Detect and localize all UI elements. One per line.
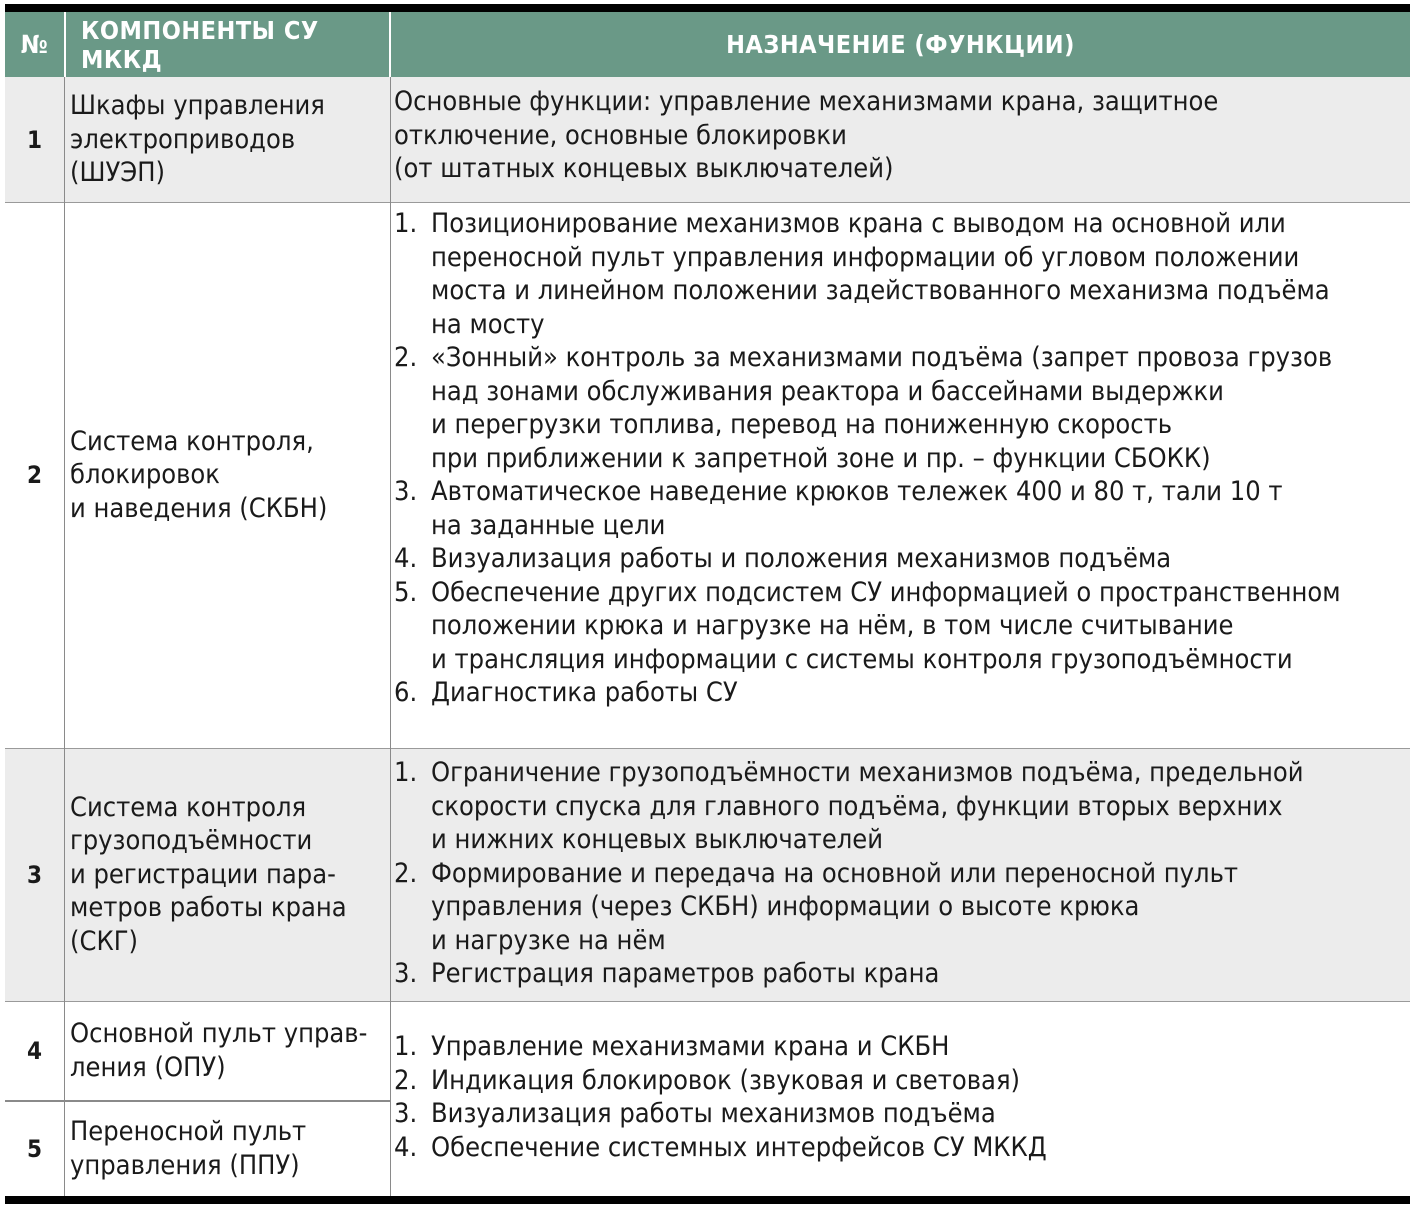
list-item: 4. Обеспечение системных интерфейсов СУ МККД — [394, 1131, 1047, 1163]
row-3-function — [394, 756, 1406, 991]
header-column-divider — [389, 12, 391, 77]
row-45-function — [394, 1030, 1406, 1164]
row-2-num: 2 — [26, 461, 43, 489]
list-item: 2. Индикация блокировок (звуковая и световая) — [394, 1064, 1021, 1096]
list-item: 1. Позиционирование механизмов крана с выводом на основной или переносной пульт управления информации об угловом положении моста и линейном положении задействованного механизма подъёма на мосту — [394, 208, 1330, 340]
list-item: 4. Визуализация работы и положения механизмов подъёма — [394, 543, 1172, 574]
components-table — [5, 4, 1410, 1204]
table-top-rule — [5, 4, 1410, 12]
header-function: НАЗНАЧЕНИЕ (ФУНКЦИИ) — [726, 30, 1075, 59]
header-num-cell — [5, 12, 64, 77]
header-component-cell — [66, 12, 389, 77]
table-bottom-rule — [5, 1196, 1410, 1204]
list-item: 1. Управление механизмами крана и СКБН — [394, 1031, 950, 1062]
list-item: 2. «Зонный» контроль за механизмами подъёма (запрет провоза грузов над зонами обслуживания реактора и бассейнами выдержки и перегрузки топлива, перевод на пониженную скорость при приближении к запретной зоне и пр. – функции СБОКК) — [394, 342, 1333, 474]
row-4-num: 4 — [26, 1036, 43, 1065]
list-item: 2. Формирование и передача на основной или переносной пульт управления (через СКБН) информации о высоте крюка и нагрузке на нём — [394, 857, 1239, 956]
row-1-function: Основные функции: управление механизмами крана, защитное отключение, основные блокировки (от штатных концевых выключателей) — [394, 86, 1219, 184]
column-divider — [64, 77, 65, 1196]
row-2-function — [394, 207, 1406, 710]
row-1-component: Шкафы управления электроприводов (ШУЭП) — [70, 90, 325, 189]
list-item: 6. Диагностика работы СУ — [394, 677, 738, 708]
row-1-num: 1 — [26, 125, 43, 154]
header-function-cell — [391, 12, 1410, 77]
header-column-divider — [64, 12, 66, 77]
row-4-component: Основной пульт управ- ления (ОПУ) — [70, 1018, 368, 1083]
row-2-component: Система контроля, блокировок и наведения (СКБН) — [70, 425, 328, 524]
list-item: 3. Автоматическое наведение крюков тележек 400 и 80 т, тали 10 т на заданные цели — [394, 476, 1283, 541]
list-item: 3. Регистрация параметров работы крана — [394, 958, 940, 989]
row-5-component: Переносной пульт управления (ППУ) — [70, 1116, 307, 1181]
row-5-num: 5 — [26, 1134, 43, 1163]
row-3-num: 3 — [26, 860, 43, 889]
column-divider — [390, 77, 391, 1196]
list-item: 1. Ограничение грузоподъёмности механизмов подъёма, предельной скорости спуска для главного подъёма, функции вторых верхних и нижних концевых выключателей — [394, 757, 1304, 855]
row-3-component: Система контроля грузоподъёмности и регистрации пара- метров работы крана (СКГ) — [70, 791, 347, 957]
header-num: № — [20, 30, 49, 59]
header-component: КОМПОНЕНТЫ СУ МККД — [81, 15, 319, 74]
list-item: 5. Обеспечение других подсистем СУ информацией о пространственном положении крюка и нагрузке на нём, в том числе считывание и трансляция информации с системы контроля грузоподъёмности — [394, 576, 1341, 675]
list-item: 3. Визуализация работы механизмов подъёма — [394, 1098, 996, 1129]
